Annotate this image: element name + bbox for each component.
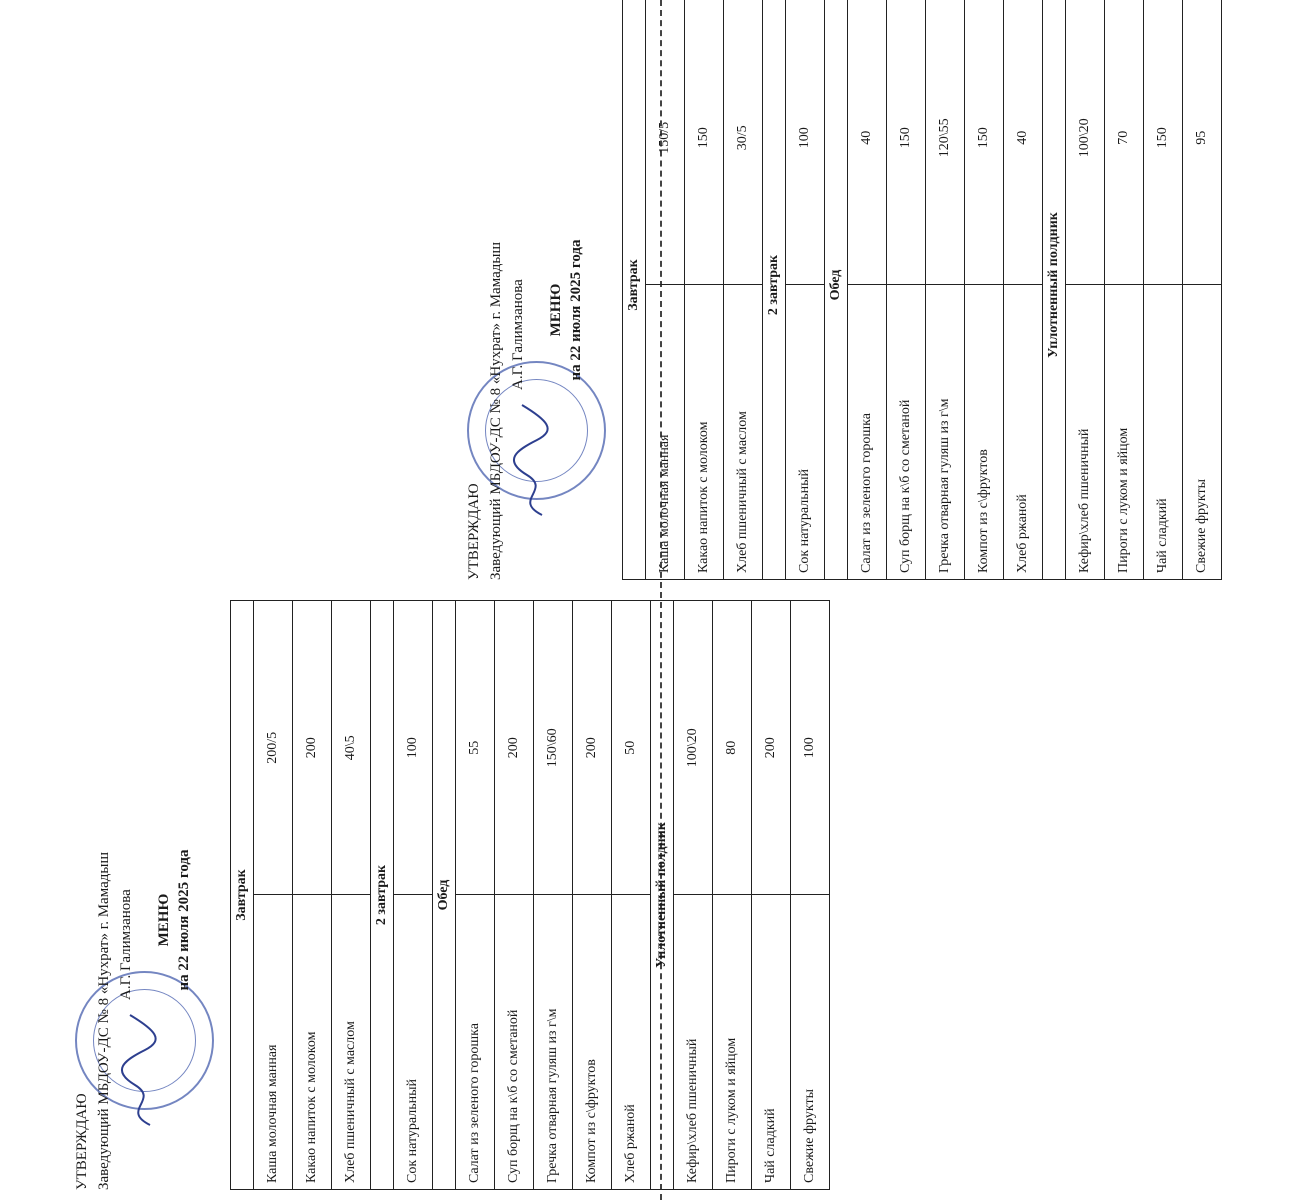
section-row	[1043, 0, 1066, 580]
section-title: 2 завтрак	[763, 0, 786, 580]
table-row	[887, 0, 926, 580]
section-row	[231, 601, 254, 1190]
section-title: 2 завтрак	[371, 601, 394, 1190]
section-row	[763, 0, 786, 580]
table-row	[926, 0, 965, 580]
dish-portion: 200	[293, 601, 332, 896]
dish-name: Салат из зеленого горошка	[456, 895, 495, 1190]
dish-portion: 150\60	[534, 601, 573, 896]
dish-portion: 100	[786, 0, 825, 285]
dish-name: Салат из зеленого горошка	[848, 285, 887, 580]
dish-portion: 50	[612, 601, 651, 896]
section-row	[651, 601, 674, 1190]
section-title: Завтрак	[623, 0, 646, 580]
dish-name: Какао напиток с молоком	[293, 895, 332, 1190]
dish-name: Чай сладкий	[1144, 285, 1183, 580]
dish-name: Гречка отварная гуляш из г\м	[534, 895, 573, 1190]
table-row	[612, 601, 651, 1190]
dish-portion: 150	[887, 0, 926, 285]
dish-name: Компот из с\фруктов	[965, 285, 1004, 580]
dish-portion: 70	[1105, 0, 1144, 285]
table-row	[1066, 0, 1105, 580]
menu-table	[622, 0, 1222, 580]
dish-portion: 80	[713, 601, 752, 896]
dish-name: Хлеб ржаной	[612, 895, 651, 1190]
dish-portion: 200/5	[254, 601, 293, 896]
dish-portion: 30/5	[724, 0, 763, 285]
dish-portion: 100	[791, 601, 830, 896]
dish-name: Компот из с\фруктов	[573, 895, 612, 1190]
section-row	[825, 0, 848, 580]
table-row	[724, 0, 763, 580]
menu-panel-left	[55, 650, 915, 1190]
approval-label: УТВЕРЖДАЮ	[74, 1093, 90, 1190]
dish-name: Хлеб ржаной	[1004, 285, 1043, 580]
dish-name: Кефир\хлеб пшеничный	[674, 895, 713, 1190]
table-row	[456, 601, 495, 1190]
table-row	[848, 0, 887, 580]
dish-portion: 200	[573, 601, 612, 896]
section-row	[371, 601, 394, 1190]
menu-title: МЕНЮ	[548, 283, 564, 337]
approval-header	[447, 40, 622, 580]
organization-name: Заведующий МБДОУ-ДС № 8 «Нухрат» г. Мамадыш	[488, 241, 504, 580]
table-row	[674, 601, 713, 1190]
dish-portion: 200	[495, 601, 534, 896]
dish-portion: 40	[1004, 0, 1043, 285]
dish-name: Каша молочная манная	[646, 285, 685, 580]
dish-portion: 55	[456, 601, 495, 896]
director-line	[117, 889, 135, 1190]
dish-portion: 95	[1183, 0, 1222, 285]
dish-portion: 100\20	[1066, 0, 1105, 285]
dish-portion: 150	[685, 0, 724, 285]
dish-portion: 120\55	[926, 0, 965, 285]
table-row	[394, 601, 433, 1190]
table-row	[752, 601, 791, 1190]
dish-name: Пироги с луком и яйцом	[1105, 285, 1144, 580]
table-row	[1004, 0, 1043, 580]
dish-name: Суп борщ на к\б со сметаной	[887, 285, 926, 580]
table-row	[965, 0, 1004, 580]
dish-name: Хлеб пшеничный с маслом	[724, 285, 763, 580]
dish-portion: 200	[752, 601, 791, 896]
section-title: Уплотненный полдник	[651, 601, 674, 1190]
table-row	[495, 601, 534, 1190]
dish-portion: 150	[1144, 0, 1183, 285]
dish-name: Кефир\хлеб пшеничный	[1066, 285, 1105, 580]
dish-name: Сок натуральный	[394, 895, 433, 1190]
table-row	[254, 601, 293, 1190]
dish-name: Гречка отварная гуляш из г\м	[926, 285, 965, 580]
dish-name: Хлеб пшеничный с маслом	[332, 895, 371, 1190]
dish-name: Свежие фрукты	[791, 895, 830, 1190]
table-row	[786, 0, 825, 580]
menu-date: на 22 июля 2025 года	[176, 849, 192, 991]
dish-portion: 40\5	[332, 601, 371, 896]
section-title: Уплотненный полдник	[1043, 0, 1066, 580]
dish-name: Сок натуральный	[786, 285, 825, 580]
table-row	[791, 601, 830, 1190]
dish-name: Пироги с луком и яйцом	[713, 895, 752, 1190]
director-name: А.Г. Галимзанова	[510, 279, 526, 390]
organization-name: Заведующий МБДОУ-ДС № 8 «Нухрат» г. Мамадыш	[96, 851, 112, 1190]
director-name: А.Г. Галимзанова	[118, 889, 134, 1000]
table-row	[1183, 0, 1222, 580]
table-row	[293, 601, 332, 1190]
menu-panel-right	[447, 40, 1307, 580]
menu-table	[230, 600, 830, 1190]
table-row	[646, 0, 685, 580]
table-row	[1144, 0, 1183, 580]
section-title: Обед	[433, 601, 456, 1190]
dish-portion: 100\20	[674, 601, 713, 896]
menu-date: на 22 июля 2025 года	[568, 239, 584, 381]
dish-name: Каша молочная манная	[254, 895, 293, 1190]
dish-portion: 100	[394, 601, 433, 896]
section-row	[623, 0, 646, 580]
table-row	[573, 601, 612, 1190]
director-line	[509, 279, 527, 580]
section-title: Обед	[825, 0, 848, 580]
table-row	[534, 601, 573, 1190]
dish-name: Какао напиток с молоком	[685, 285, 724, 580]
section-row	[433, 601, 456, 1190]
dish-name: Свежие фрукты	[1183, 285, 1222, 580]
dish-portion: 150/5	[646, 0, 685, 285]
table-row	[1105, 0, 1144, 580]
dish-portion: 40	[848, 0, 887, 285]
menu-title: МЕНЮ	[156, 893, 172, 947]
dish-name: Суп борщ на к\б со сметаной	[495, 895, 534, 1190]
dish-portion: 150	[965, 0, 1004, 285]
dish-name: Чай сладкий	[752, 895, 791, 1190]
table-row	[332, 601, 371, 1190]
approval-header	[55, 650, 230, 1190]
table-row	[713, 601, 752, 1190]
section-title: Завтрак	[231, 601, 254, 1190]
approval-label: УТВЕРЖДАЮ	[466, 483, 482, 580]
table-row	[685, 0, 724, 580]
